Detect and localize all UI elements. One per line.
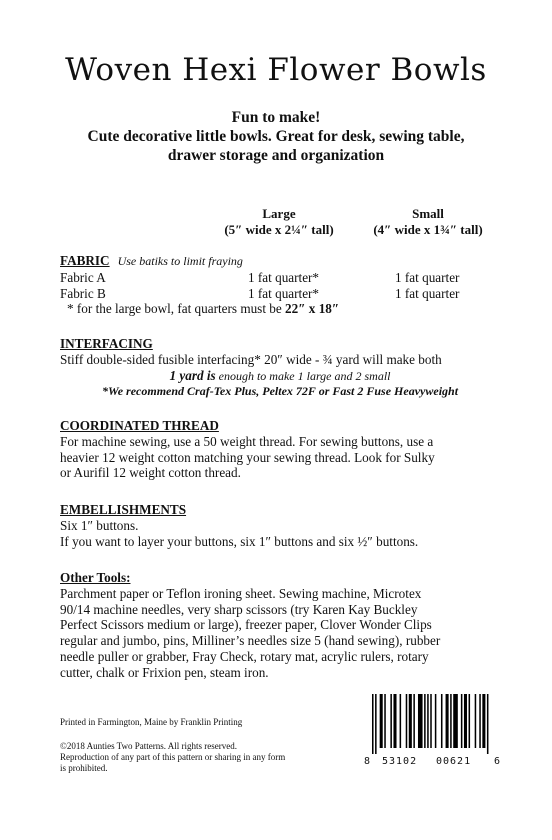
fabric-heading: FABRIC (60, 253, 110, 268)
interfacing-heading: INTERFACING (60, 336, 153, 351)
barcode-bar (464, 694, 467, 748)
size-large-dims: (5″ wide x 2¼″ tall) (224, 222, 334, 237)
barcode-bar (418, 694, 423, 748)
barcode-first-digit: 8 (364, 756, 372, 767)
copyright-line: Reproduction of any part of this pattern or sharing in any form (60, 752, 286, 762)
copyright-line: is prohibited. (60, 763, 108, 773)
barcode-bar (380, 694, 383, 748)
barcode-bar (435, 694, 437, 748)
size-small (358, 206, 498, 238)
copyright-block (60, 741, 285, 774)
other-tools-line: Perfect Scissors medium or large), freezer paper, Clover Wonder Clips (60, 617, 432, 633)
thread-section (60, 418, 500, 481)
barcode-bar (427, 694, 429, 748)
barcode-bar (409, 694, 412, 748)
copyright-line: ©2018 Aunties Two Patterns. All rights reserved. (60, 741, 238, 751)
barcode-bar (453, 694, 458, 748)
barcode-bar (482, 694, 485, 748)
interfacing-line-1: Stiff double-sided fusible interfacing* 20″ wide - ¾ yard will make both (60, 351, 442, 367)
fabric-large-qty: 1 fat quarter* (248, 285, 320, 301)
intro-block (40, 108, 512, 165)
thread-line: heavier 12 weight cotton matching your sewing thread. Look for Sulky (60, 449, 435, 465)
other-tools-section (60, 570, 500, 681)
fabric-small-qty: 1 fat quarter (395, 285, 460, 301)
fabric-small-qty: 1 fat quarter (395, 269, 460, 285)
other-tools-line: regular and jumbo, pins, Milliner’s needles size 5 (hand sewing), rubber (60, 633, 441, 649)
fabric-large-qty: 1 fat quarter* (248, 269, 320, 285)
barcode-bar (479, 694, 481, 748)
interfacing-yard-note: enough to make 1 large and 2 small (215, 368, 391, 383)
fabric-footnote (60, 301, 500, 317)
embellishments-line: If you want to layer your buttons, six 1″ buttons and six ½″ buttons. (60, 533, 419, 549)
other-tools-line: 90/14 machine needles, very sharp scissors (try Karen Kay Buckley (60, 601, 418, 617)
barcode-bar (375, 694, 377, 754)
other-tools-heading: Other Tools: (60, 570, 131, 585)
size-small-dims: (4″ wide x 1¾″ tall) (373, 222, 483, 237)
barcode-check-digit: 6 (494, 756, 502, 767)
barcode-bar (469, 694, 471, 748)
fabric-row (60, 286, 500, 302)
size-small-label: Small (412, 206, 444, 221)
interfacing-yard: 1 yard is (169, 367, 216, 383)
embellishments-line: Six 1″ buttons. (60, 517, 139, 533)
barcode-bar (441, 694, 443, 748)
intro-line-2: Cute decorative little bowls. Great for desk, sewing table, (87, 128, 465, 145)
barcode-bar (384, 694, 386, 748)
fabric-footnote-text: * for the large bowl, fat quarters must be (67, 301, 286, 317)
barcode-bar (461, 694, 463, 748)
barcode-bar (393, 694, 396, 748)
printer-note: Printed in Farmington, Maine by Franklin Printing (60, 717, 243, 727)
fabric-note: Use batiks to limit fraying (117, 254, 243, 268)
barcode-bar (413, 694, 415, 748)
embellishments-section (60, 502, 500, 549)
barcode-left-digits: 53102 (382, 756, 418, 767)
barcode-bar (475, 694, 477, 748)
barcode-bar (406, 694, 408, 748)
fabric-name: Fabric A (60, 269, 106, 285)
interfacing-section (60, 336, 500, 400)
thread-heading: COORDINATED THREAD (60, 418, 219, 433)
fabric-name: Fabric B (60, 285, 106, 301)
barcode-bar (424, 694, 426, 748)
size-large (218, 206, 340, 238)
barcode-bar (400, 694, 402, 748)
barcode-bar (450, 694, 452, 748)
interfacing-recommendation: *We recommend Craf-Tex Plus, Peltex 72F or Fast 2 Fuse Heavyweight (101, 384, 459, 399)
thread-line: or Aurifil 12 weight cotton thread. (60, 465, 241, 481)
intro-line-3: drawer storage and organization (167, 147, 385, 164)
size-large-label: Large (262, 206, 296, 221)
fabric-section (60, 253, 500, 317)
embellishments-heading: EMBELLISHMENTS (60, 502, 187, 517)
other-tools-line: Parchment paper or Teflon ironing sheet. Sewing machine, Microtex (60, 585, 422, 601)
other-tools-line: cutter, chalk or Frixion pen, steam iron. (60, 664, 269, 680)
barcode-bar (372, 694, 374, 754)
fabric-row (60, 270, 500, 286)
thread-line: For machine sewing, use a 50 weight thread. For sewing buttons, use a (60, 433, 434, 449)
barcode-bar (430, 694, 432, 748)
interfacing-line-2 (60, 368, 500, 385)
barcode-right-digits: 00621 (436, 756, 472, 767)
other-tools-line: needle puller or grabber, Fray Check, rotary mat, acrylic rulers, rotary (60, 648, 429, 664)
barcode-bar (446, 694, 449, 748)
barcode (372, 694, 490, 754)
fabric-footnote-size: 22″ x 18″ (285, 301, 340, 317)
pattern-title: Woven Hexi Flower Bowls (65, 52, 487, 88)
barcode-bar (487, 694, 489, 754)
barcode-bar (390, 694, 392, 748)
intro-line-1: Fun to make! (231, 109, 321, 126)
